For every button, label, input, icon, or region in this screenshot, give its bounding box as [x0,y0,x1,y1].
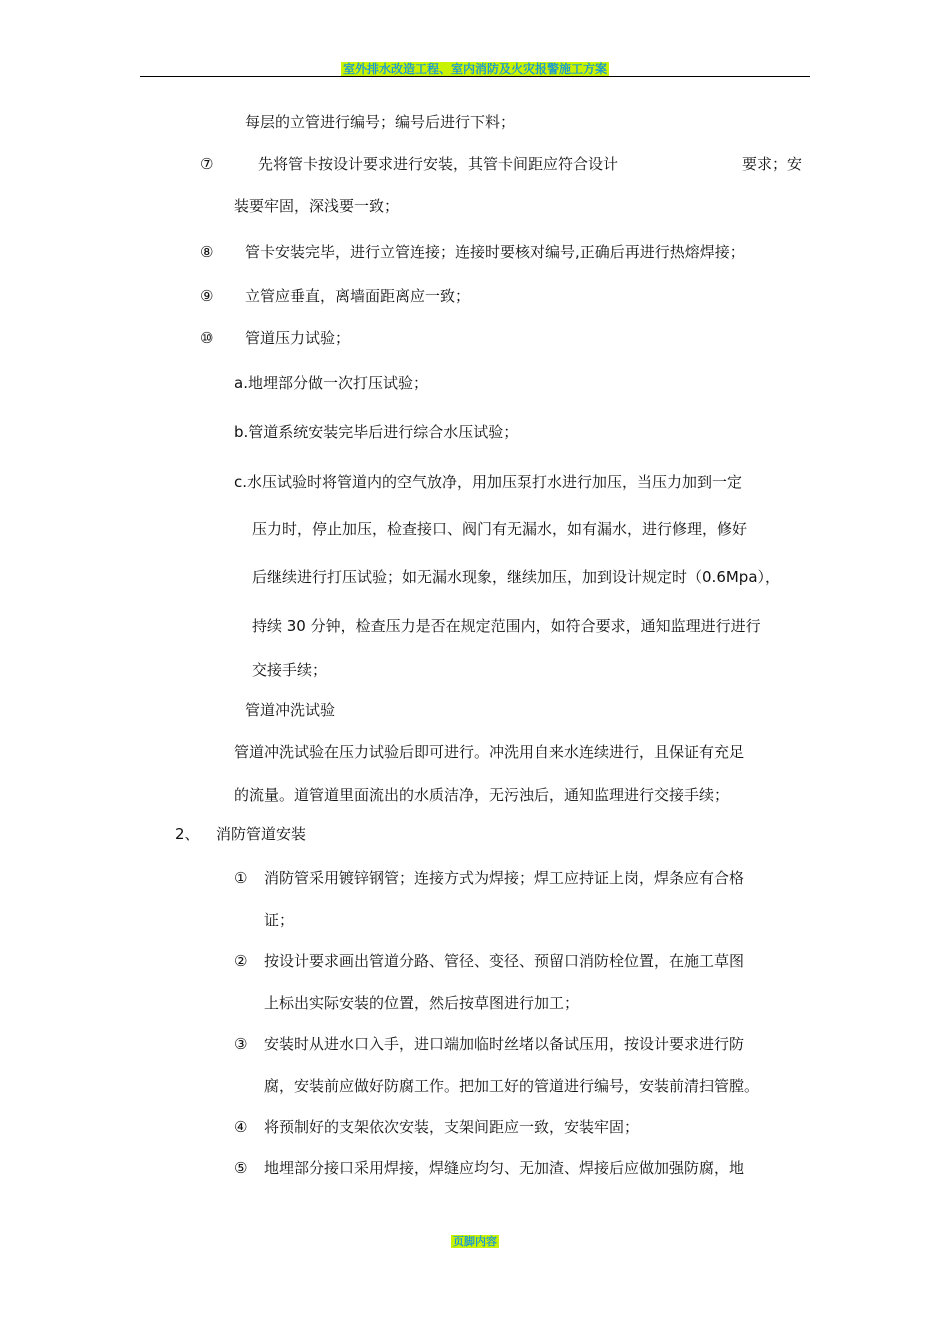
paragraph-line: 管道冲洗试验在压力试验后即可进行。冲洗用自来水连续进行，且保证有充足 [234,743,745,761]
section-heading: 消防管道安装 [216,825,307,843]
item-number-9: ⑨ [200,287,214,305]
paragraph-line: 交接手续； [252,661,328,679]
paragraph-line: b.管道系统安装完毕后进行综合水压试验； [234,423,519,441]
paragraph-line: 后继续进行打压试验；如无漏水现象，继续加压，加到设计规定时（0.6Mpa）， [252,568,781,586]
footer-text: 页脚内容 [453,1235,497,1248]
paragraph-line: 地埋部分接口采用焊接，焊缝应均匀、无加渣、焊接后应做加强防腐，地 [264,1159,745,1177]
paragraph-line: 证； [264,911,295,929]
paragraph-line: 腐，安装前应做好防腐工作。把加工好的管道进行编号，安装前清扫管膛。 [264,1077,760,1095]
paragraph-line: 每层的立管进行编号；编号后进行下料； [245,113,516,131]
paragraph-line: 上标出实际安装的位置，然后按草图进行加工； [264,994,580,1012]
paragraph-line: a.地埋部分做一次打压试验； [234,374,428,392]
paragraph-line: 管道压力试验； [245,329,351,347]
item-number-3: ③ [234,1035,248,1053]
paragraph-line: 先将管卡按设计要求进行安装，其管卡间距应符合设计 [258,155,619,173]
paragraph-line: 管卡安装完毕，进行立管连接；连接时要核对编号,正确后再进行热熔焊接； [245,243,745,261]
page-header [0,58,950,77]
paragraph-line: 将预制好的支架依次安装，支架间距应一致，安装牢固； [264,1118,640,1136]
paragraph-line: 的流量。道管道里面流出的水质洁净，无污浊后，通知监理进行交接手续； [234,786,730,804]
paragraph-line: 安装时从进水口入手，进口端加临时丝堵以备试压用，按设计要求进行防 [264,1035,745,1053]
item-number-1: ① [234,869,248,887]
paragraph-line: 压力时，停止加压，检查接口、阀门有无漏水，如有漏水，进行修理，修好 [252,520,748,538]
paragraph-line: 持续 30 分钟，检查压力是否在规定范围内，如符合要求，通知监理进行进行 [252,617,761,635]
item-number-7: ⑦ [200,155,214,173]
paragraph-line: 立管应垂直，离墙面距离应一致； [245,287,471,305]
header-title: 室外排水改造工程、室内消防及火灾报警施工方案 [342,62,607,76]
section-number-2: 2、 [175,825,200,843]
item-number-8: ⑧ [200,243,214,261]
item-number-2: ② [234,952,248,970]
item-number-4: ④ [234,1118,248,1136]
paragraph-line: c.水压试验时将管道内的空气放净，用加压泵打水进行加压，当压力加到一定 [234,473,743,491]
header-divider [140,76,810,77]
item-number-10: ⑩ [200,329,214,347]
paragraph-line: 要求；安 [742,155,803,173]
page-footer [0,1230,950,1249]
item-number-5: ⑤ [234,1159,248,1177]
section-subheading: 管道冲洗试验 [245,701,336,719]
paragraph-line: 消防管采用镀锌钢管；连接方式为焊接；焊工应持证上岗，焊条应有合格 [264,869,745,887]
paragraph-line: 装要牢固，深浅要一致； [234,197,400,215]
paragraph-line: 按设计要求画出管道分路、管径、变径、预留口消防栓位置，在施工草图 [264,952,745,970]
